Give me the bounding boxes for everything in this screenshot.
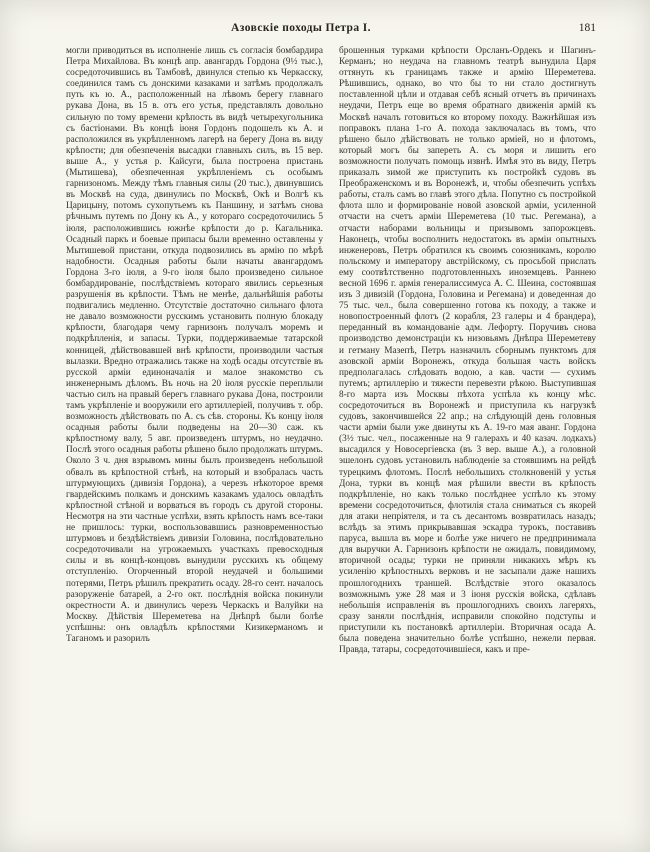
paragraph: брошенныя турками крѣпости Орсланъ-Ордекъ и Шагинъ-Керманъ; но неудача на главномъ театрѣ вынудила Царя оттянуть къ границамъ также и армію Шереметева. Рѣшившись, однако, во что бы то ни стало достигнуть поставленной цѣли и отдавая себѣ ясный отчетъ въ причинахъ неудачи, Петръ еще во время обратнаго движенія армій къ Москвѣ началъ готовиться ко второму походу. Важнѣйшая изъ поправокъ плана 1-го А. похода заключалась въ томъ, что рѣшено было дѣйствовать не только арміей, но и флотомъ, который могъ бы запереть А. съ моря и лишить его возможности получать помощь извнѣ. Имѣя это въ виду, Петръ приказалъ зимой же приступить къ постройкѣ судовъ въ Преображенскомъ и въ Воронежѣ, и, чтобы обезпечить успѣхъ работы, сталъ самъ во главѣ этого дѣла. Попутно съ постройкой флота шло и формированіе новой азовской арміи, усиленной отчасти на счетъ арміи Шереметева (10 тыс. Регемана), а отчасти наборами вольницы и призывомъ запорожцевъ. Наконецъ, чтобы восполнить недостатокъ въ арміи опытныхъ инженеровъ, Петръ обратился къ своимъ союзникамъ, королю польскому и императору австрійскому, съ просьбой прислать ему соотвѣтственно подготовленныхъ иноземцевъ. Раннею весной 1696 г. армія генералиссимуса А. С. Шеина, состоявшая изъ 3 дивизій (Гордона, Головина и Регемана) и доведенная до 75 тыс. чел., была совершенно готова къ походу, а также и новопостроенный флотъ (2 корабля, 23 галеры и 4 брандера), переданный въ командованіе адм. Лефорту. Поручивъ снова производство демонстраціи къ низовьямъ Днѣпра Шереметеву и гетману Мазепѣ, Петръ назначилъ сборнымъ пунктомъ для азовской арміи Воронежъ, откуда большая часть войскъ предполагалась слѣдовать водою, а кав. части — сухимъ путемъ; артиллерію и тяжести перевезти рѣкою. Выступившая 8-го марта изъ Москвы пѣхота успѣла къ концу мѣс. сосредоточиться въ Воронежѣ и приступила къ нагрузкѣ судовъ, закончившейся 22 апр.; на слѣдующій день головныя части арміи были уже двинуты къ А. 19-го мая аванг. Гордона (3½ тыс. чел., посаженные на 9 галерахъ и 40 казач. лодкахъ) высадился у Новосергіевска (въ 3 вер. выше А.), а головной эшелонъ судовъ установилъ наблюденіе за стоявшимъ на рейдѣ турецкимъ флотомъ. Послѣ небольшихъ столкновеній у устья Дона, турки въ концѣ мая рѣшили ввести въ крѣпость подкрѣпленіе, но какъ только послѣднее успѣло къ этому времени сосредоточиться, флотилія стала сниматься съ якорей для атаки непріятеля, и та съ десантомъ возвратилась назадъ; вслѣдъ за этимъ прикрывавшая эскадра турокъ, поставивъ паруса, вышла въ море и болѣе уже ничего не предпринимала для выручки А. Гарнизонъ крѣпости не ожидалъ, повидимому, вторичной осады; турки не приняли никакихъ мѣръ къ усиленію крѣпостныхъ верковъ и не засыпали даже нашихъ прошлогоднихъ траншей. Вслѣдствіе этого оказалось возможнымъ уже 28 мая и 3 іюня русскія войска, сдѣлавъ небольшія исправленія въ прошлогоднихъ своихъ лагеряхъ, сразу заняли послѣднія, исправили спокойно подступы и приступили къ постановкѣ артиллеріи. Вторичная осада А. была поведена значительно болѣе успѣшно, нежели первая. Правда, татары, сосредоточившіеся, какъ и пре- — [339, 46, 596, 656]
text-column-left — [66, 46, 323, 844]
text-column-right — [339, 46, 596, 844]
page-number: 181 — [578, 22, 596, 34]
paragraph: могли приводиться въ исполненіе лишь съ согласія бомбардира Петра Михайлова. Въ концѣ апр. авангардъ Гордона (9½ тыс.), сосредоточившись въ Тамбовѣ, двинулся степью къ Черкасску, соединился тамъ съ донскими казаками и затѣмъ продолжалъ путь къ ю. А., расположенный на лѣвомъ берегу главнаго рукава Дона, въ 15 в. отъ его устья, представлялъ довольно сильную по тому времени крѣпость въ видѣ четырехугольника съ бастіонами. Въ концѣ іюня Гордонъ подошелъ къ А. и расположился въ укрѣпленномъ лагерѣ на берегу Дона въ виду крѣпости; для обезпеченія высадки главныхъ силъ, въ 15 вер. выше А., у устья р. Кайсуги, была построена пристань (Мытишева), обезпеченная укрѣпленіемъ съ особымъ гарнизономъ. Между тѣмъ главныя силы (20 тыс.), двинувшись въ Москвѣ на суда, двинулись по Москвѣ, Окѣ и Волгѣ къ Царицыну, потомъ сухопутьемъ къ Паншину, и затѣмъ снова рѣчнымъ путемъ по Дону къ А., у котораго сосредоточились 5 іюля, расположившись южнѣе крѣпости до р. Кагальника. Осадный паркъ и боевые припасы были временно оставлены у Мытишевой пристани, откуда подвозились въ армію по мѣрѣ надобности. Осадныя работы были начаты авангардомъ Гордона 3-го іюля, а 9-го іюля было произведено сильное бомбардированіе, послѣдствіемъ котораго явились серьезныя разрушенія въ крѣпости. Тѣмъ не менѣе, дальнѣйшія работы подвигались медленно. Отсутствіе достаточно сильнаго флота не давало возможности русскимъ установить полную блокаду крѣпости, благодаря чему гарнизонъ получалъ моремъ и подкрѣпленія, и запасы. Турки, поддерживаемые татарской конницей, дѣйствовавшей внѣ крѣпости, производили частыя вылазки. Вредно отражались также на ходѣ осады отсутствіе въ русской арміи единоначалія и малое знакомство съ инженернымъ дѣломъ. Въ ночь на 20 іюля русскіе переплыли частью силъ на правый берегъ главнаго рукава Дона, построили тамъ укрѣпленіе и вооружили его артиллеріей, получивъ т. обр. возможность дѣйствовать по А. съ сѣв. стороны. Къ концу іюля осадныя работы были подведены на 20—30 саж. къ крѣпостному валу, 5 авг. произведенъ штурмъ, но неудачно. Послѣ этого осадныя работы рѣшено было продолжать штурмъ. Около 3 ч. дня взрывомъ мины былъ произведенъ небольшой обвалъ въ крѣпостной стѣнѣ, на который и взобралась часть штурмующихъ (дивизія Гордона), а черезъ нѣкоторое время гвардейскимъ полкамъ и донскимъ казакамъ удалось овладѣть крѣпостной стѣной и ворваться въ городъ съ другой стороны. Несмотря на эти частные успѣхи, взять крѣпость намъ все-таки не пришлось: турки, воспользовавшись разновременностью штурмовъ и бездѣйствіемъ дивизіи Головина, послѣдовательно сосредоточивали на угрожаемыхъ участкахъ превосходныя силы и въ концѣ-концовъ вынудили русскихъ къ общему отступленію. Огорченный второй неудачей и большими потерями, Петръ рѣшилъ прекратить осаду. 28-го сент. началось разоруженіе батарей, а 2-го окт. послѣднія войска покинули окрестности А. и двинулись черезъ Черкаскъ и Валуйки на Москву. Дѣйствія Шереметева на Днѣпрѣ были болѣе успѣшны: онъ овладѣлъ крѣпостями Кизикерманомъ и Таганомъ и разорилъ — [66, 46, 323, 644]
text-body — [66, 46, 596, 844]
book-title: Азовскіе походы Петра I. — [231, 22, 371, 34]
page-header — [66, 22, 596, 38]
